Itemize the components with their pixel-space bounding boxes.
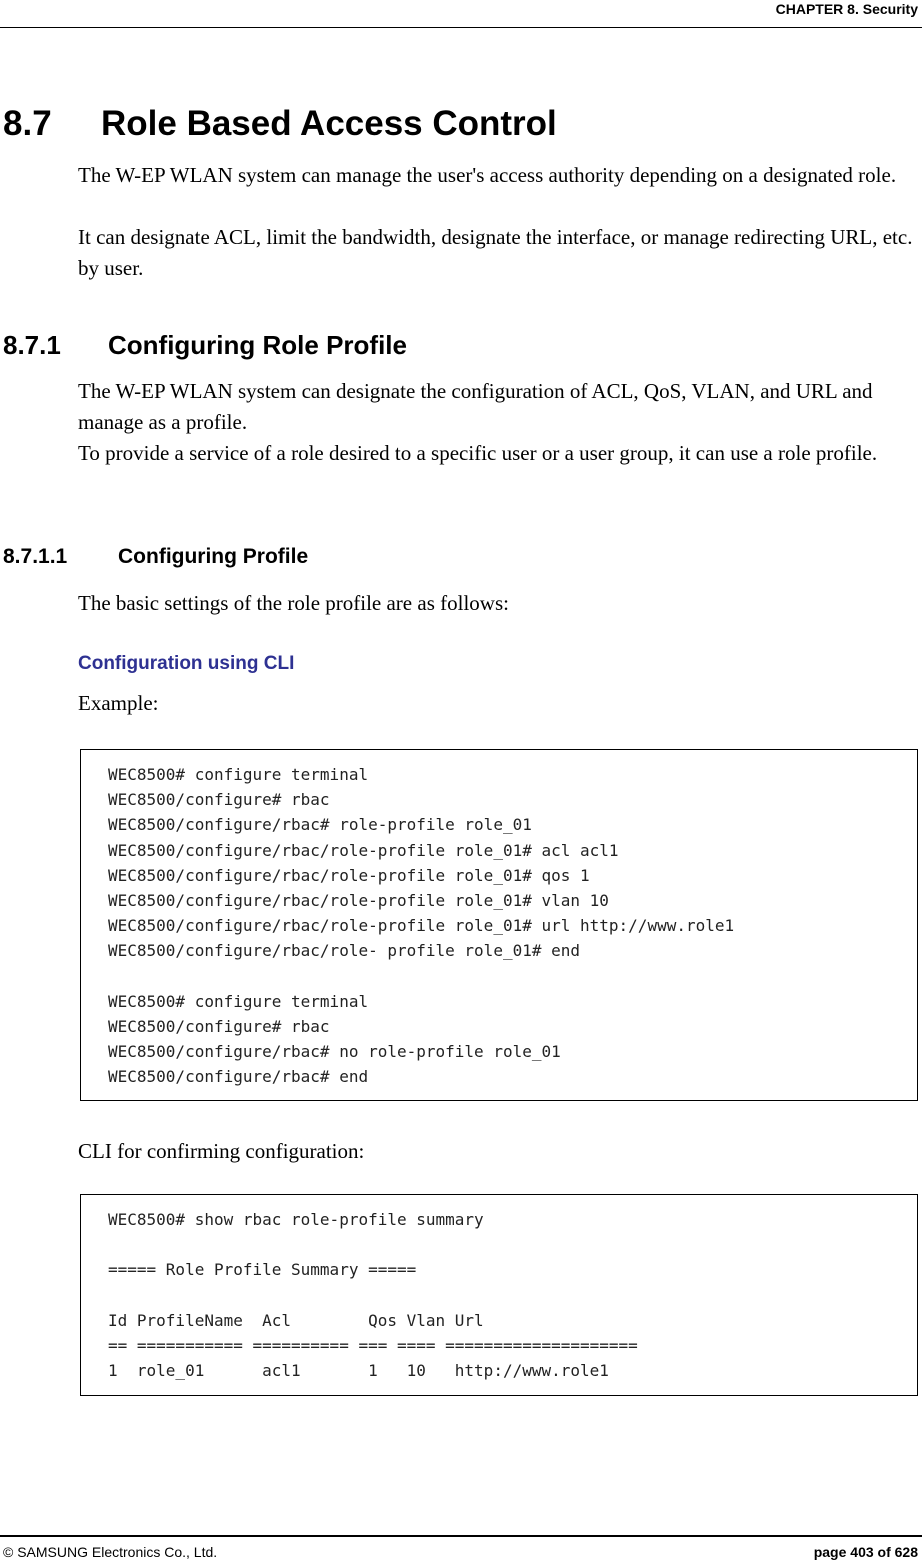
subsubsection-title: Configuring Profile: [118, 545, 309, 568]
code-line: WEC8500/configure/rbac/role- profile role_01# end: [108, 941, 581, 961]
footer-page-number: page 403 of 628: [813, 1544, 918, 1560]
code-line: [108, 1232, 917, 1257]
code-line: WEC8500/configure/rbac/role-profile role_01# qos 1: [108, 865, 590, 885]
example-code-block: [80, 749, 918, 1101]
code-line: WEC8500/configure/rbac# role-profile role_01: [108, 815, 532, 835]
example-label: Example:: [78, 691, 159, 715]
code-line: WEC8500# configure terminal: [108, 991, 369, 1011]
code-line: WEC8500/configure# rbac: [108, 1016, 330, 1036]
code-line: WEC8500/configure/rbac# end: [108, 1067, 369, 1087]
profile-intro: The basic settings of the role profile are as follows:: [78, 591, 509, 615]
code-line: 1 role_01 acl1 1 10 http://www.role1: [108, 1361, 609, 1381]
subsection-heading: [3, 330, 407, 361]
cli-heading: Configuration using CLI: [78, 653, 295, 674]
section-paragraph-2: It can designate ACL, limit the bandwidth, designate the interface, or manage redirecting URL, etc. by user.: [78, 225, 913, 280]
code-line: WEC8500/configure/rbac/role-profile role_01# url http://www.role1: [108, 916, 735, 936]
code-line: WEC8500# show rbac role-profile summary: [108, 1210, 484, 1229]
code-line: == =========== ========== === ==== ====================: [108, 1335, 638, 1355]
code-line: WEC8500/configure/rbac/role-profile role_01# vlan 10: [108, 890, 609, 910]
confirm-label: CLI for confirming configuration:: [78, 1139, 365, 1163]
section-number: 8.7: [3, 104, 52, 143]
code-line: WEC8500/configure/rbac# no role-profile role_01: [108, 1042, 561, 1062]
code-line: ===== Role Profile Summary =====: [108, 1260, 417, 1280]
subsubsection-number: 8.7.1.1: [3, 545, 68, 568]
subsection-paragraph-2: To provide a service of a role desired to a specific user or a user group, it can use a role profile.: [78, 441, 878, 465]
code-line: Id ProfileName Acl Qos Vlan Url: [108, 1310, 484, 1330]
code-line: WEC8500/configure# rbac: [108, 790, 330, 810]
section-paragraph-1: The W-EP WLAN system can manage the user's access authority depending on a designated role.: [78, 163, 897, 187]
code-line: [108, 1283, 917, 1308]
confirm-code-block: [80, 1194, 918, 1396]
code-line: WEC8500/configure/rbac/role-profile role_01# acl acl1: [108, 840, 619, 860]
section-title: Role Based Access Control: [101, 104, 557, 143]
code-line: [108, 964, 917, 989]
chapter-header: CHAPTER 8. Security: [775, 1, 918, 17]
code-line: WEC8500# configure terminal: [108, 765, 369, 784]
header-divider: [0, 27, 922, 28]
section-heading: [3, 104, 557, 144]
subsection-paragraph-1: The W-EP WLAN system can designate the configuration of ACL, QoS, VLAN, and URL and manage as a profile.: [78, 379, 873, 434]
subsection-title: Configuring Role Profile: [108, 330, 407, 360]
footer-copyright: © SAMSUNG Electronics Co., Ltd.: [3, 1544, 218, 1560]
subsubsection-heading: [3, 545, 308, 569]
subsection-number: 8.7.1: [3, 330, 61, 360]
footer-divider: [0, 1535, 922, 1537]
